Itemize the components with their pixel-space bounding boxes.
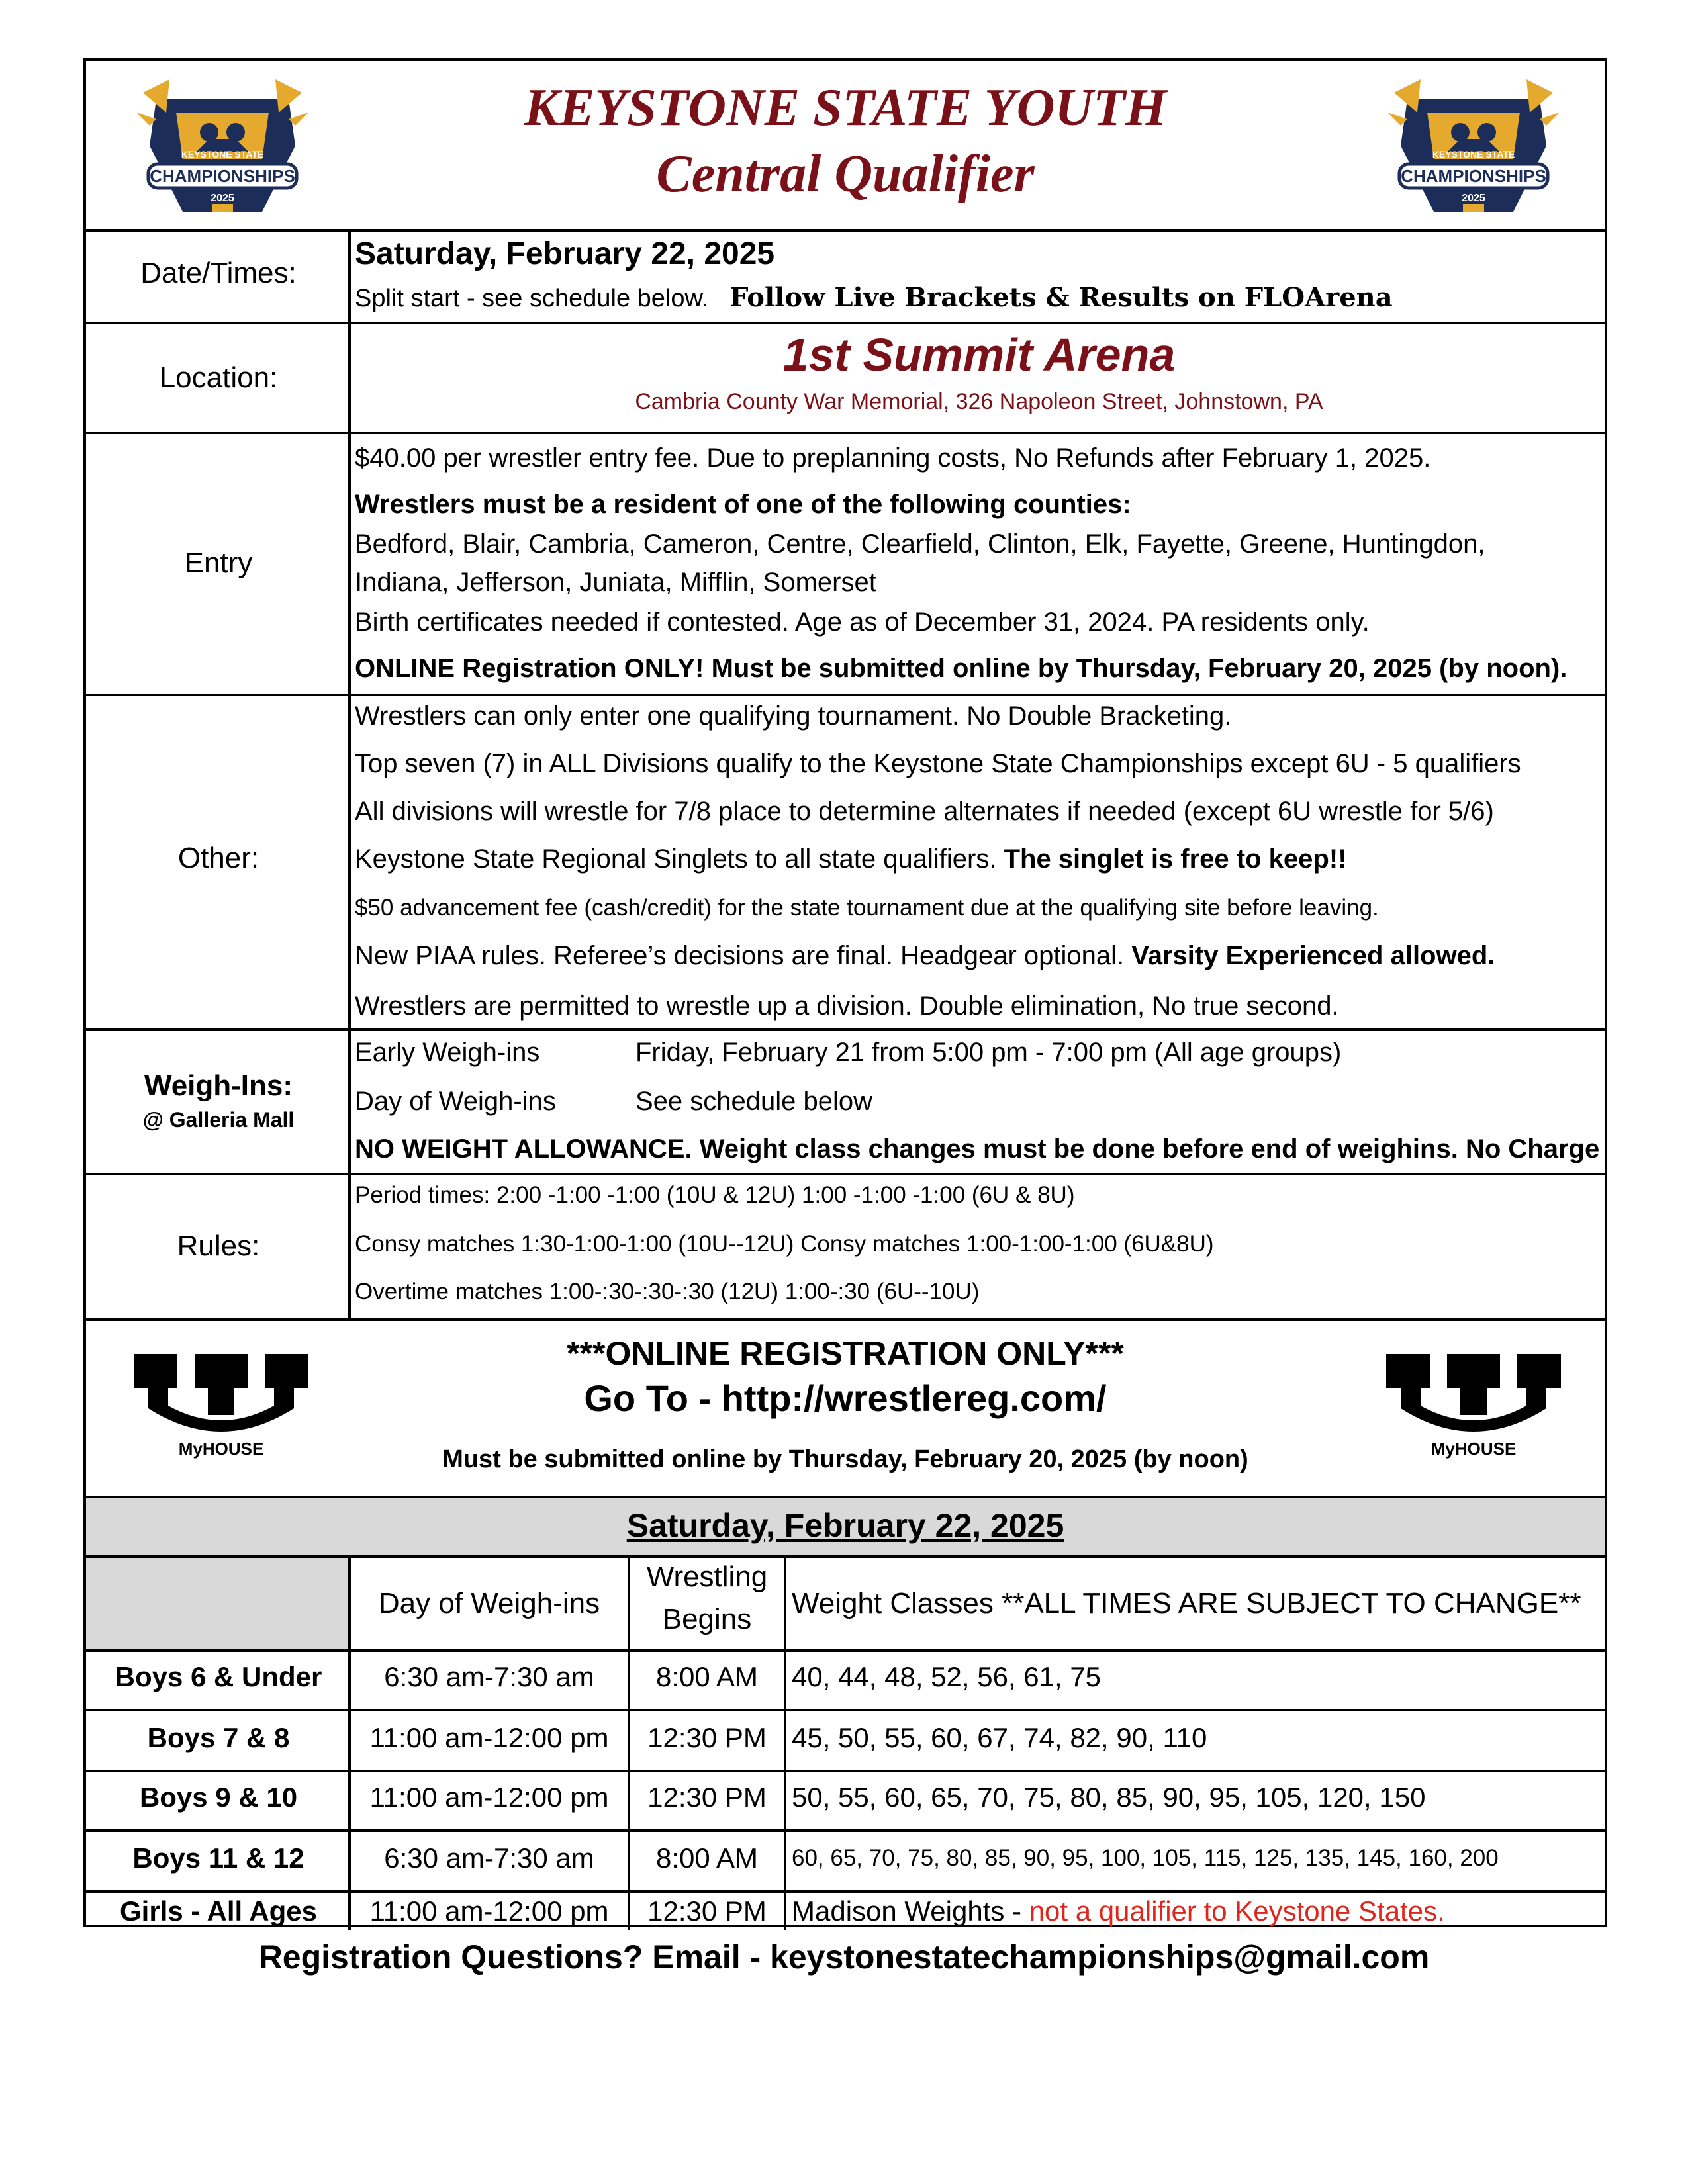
page-subtitle: Central Qualifier: [656, 145, 1035, 203]
page-title: KEYSTONE STATE YOUTH: [524, 79, 1167, 137]
other-line-7: Wrestlers are permitted to wrestle up a division. Double elimination, No true second.: [355, 991, 1339, 1021]
rules-label: Rules:: [177, 1230, 260, 1262]
division-name: Boys 6 & Under: [115, 1661, 322, 1692]
weigh-ins-time: 6:30 am-7:30 am: [384, 1843, 594, 1874]
birth-certificate-note: Birth certificates needed if contested. Age as of December 31, 2024. PA residents only.: [355, 608, 1370, 637]
registration-deadline: Must be submitted online by Thursday, February 20, 2025 (by noon): [442, 1445, 1248, 1473]
svg-text:KEYSTONE STATE: KEYSTONE STATE: [1432, 149, 1515, 159]
weight-classes: 60, 65, 70, 75, 80, 85, 90, 95, 100, 105, 115, 125, 135, 145, 160, 200: [792, 1845, 1499, 1871]
early-weigh-ins-value: Friday, February 21 from 5:00 pm - 7:00 pm (All age groups): [635, 1038, 1342, 1067]
location-label: Location:: [159, 361, 278, 394]
wrestling-begins: 8:00 AM: [655, 1843, 759, 1874]
counties-line-2: Indiana, Jefferson, Juniata, Mifflin, Somerset: [355, 568, 876, 597]
championships-logo-right: [1381, 66, 1566, 225]
weigh-ins-time: 11:00 am-12:00 pm: [369, 1895, 609, 1927]
division-name: Boys 11 & 12: [132, 1843, 305, 1874]
weight-classes: Madison Weights - not a qualifier to Keystone States.: [792, 1895, 1445, 1927]
counties-line-1: Bedford, Blair, Cambria, Cameron, Centre, Clearfield, Clinton, Elk, Fayette, Greene, Huntingdon,: [355, 529, 1485, 559]
day-weigh-ins-label: Day of Weigh-ins: [355, 1087, 556, 1116]
residency-heading: Wrestlers must be a resident of one of the following counties:: [355, 490, 1131, 519]
weight-classes: 45, 50, 55, 60, 67, 74, 82, 90, 110: [792, 1722, 1207, 1753]
early-weigh-ins-label: Early Weigh-ins: [355, 1038, 540, 1067]
schedule-date-heading: Saturday, February 22, 2025: [626, 1507, 1064, 1544]
svg-text:CHAMPIONSHIPS: CHAMPIONSHIPS: [1401, 166, 1546, 186]
other-line-2: Top seven (7) in ALL Divisions qualify to the Keystone State Championships except 6U - 5 qualifiers: [355, 749, 1521, 778]
weigh-ins-time: 11:00 am-12:00 pm: [369, 1722, 609, 1753]
header-weight-classes: Weight Classes **ALL TIMES ARE SUBJECT TO CHANGE**: [792, 1587, 1581, 1619]
online-registration-heading: ***ONLINE REGISTRATION ONLY***: [567, 1335, 1124, 1372]
svg-text:KEYSTONE STATE: KEYSTONE STATE: [181, 149, 264, 159]
weigh-ins-label: Weigh-Ins:: [144, 1069, 293, 1102]
other-line-4: Keystone State Regional Singlets to all state qualifiers. The singlet is free to keep!!: [355, 844, 1347, 874]
svg-text:2025: 2025: [211, 193, 234, 204]
registration-questions-email[interactable]: Registration Questions? Email - keystonestatechampionships@gmail.com: [258, 1938, 1430, 1976]
venue-name: 1st Summit Arena: [782, 329, 1176, 381]
division-name: Boys 9 & 10: [139, 1782, 298, 1813]
wrestling-begins: 12:30 PM: [647, 1782, 767, 1813]
follow-live-note: Follow Live Brackets & Results on FLOArena: [729, 282, 1393, 313]
division-name: Girls - All Ages: [120, 1895, 317, 1927]
wrestling-begins: 8:00 AM: [655, 1661, 759, 1692]
rules-line-2: Consy matches 1:30-1:00-1:00 (10U--12U) Consy matches 1:00-1:00-1:00 (6U&8U): [355, 1231, 1214, 1257]
registration-url-link[interactable]: Go To - http://wrestlereg.com/: [584, 1377, 1107, 1419]
entry-label: Entry: [184, 547, 253, 579]
header-begins: Begins: [662, 1603, 752, 1635]
weigh-ins-time: 11:00 am-12:00 pm: [369, 1782, 609, 1813]
wrestling-begins: 12:30 PM: [647, 1895, 767, 1927]
weight-classes: 50, 55, 60, 65, 70, 75, 80, 85, 90, 95, 105, 120, 150: [792, 1782, 1426, 1813]
event-date: Saturday, February 22, 2025: [355, 236, 775, 271]
other-line-5: $50 advancement fee (cash/credit) for the state tournament due at the qualifying site before leaving.: [355, 895, 1379, 921]
other-line-6: New PIAA rules. Referee’s decisions are final. Headgear optional. Varsity Experienced allowed.: [355, 941, 1495, 970]
other-line-3: All divisions will wrestle for 7/8 place to determine alternates if needed (except 6U wrestle for 5/6): [355, 797, 1494, 826]
rules-line-1: Period times: 2:00 -1:00 -1:00 (10U & 12U) 1:00 -1:00 -1:00 (6U & 8U): [355, 1182, 1075, 1208]
weigh-ins-sublabel: @ Galleria Mall: [142, 1108, 295, 1132]
svg-text:2025: 2025: [1462, 193, 1485, 204]
date-times-label: Date/Times:: [140, 257, 297, 289]
flyer-frame: [83, 58, 1607, 1927]
other-label: Other:: [177, 842, 259, 874]
weight-allowance-note: NO WEIGHT ALLOWANCE. Weight class changes must be done before end of weighins. No Charge: [355, 1134, 1600, 1163]
svg-text:CHAMPIONSHIPS: CHAMPIONSHIPS: [150, 166, 295, 186]
weigh-ins-time: 6:30 am-7:30 am: [384, 1661, 594, 1692]
schedule-corner-cell: [86, 1558, 348, 1649]
not-qualifier-note: not a qualifier to Keystone States.: [1029, 1895, 1445, 1927]
championships-logo-left: [130, 66, 315, 225]
online-only-note: ONLINE Registration ONLY! Must be submitted online by Thursday, February 20, 2025 (by noon).: [355, 654, 1568, 683]
entry-fee: $40.00 per wrestler entry fee. Due to preplanning costs, No Refunds after February 1, 2025.: [355, 443, 1431, 473]
day-weigh-ins-value: See schedule below: [635, 1087, 873, 1116]
division-name: Boys 7 & 8: [147, 1722, 290, 1753]
header-wrestling: Wrestling: [646, 1561, 768, 1593]
split-start-note: Split start - see schedule below. Follow Live Brackets & Results on FLOArena: [355, 282, 1393, 313]
venue-address: Cambria County War Memorial, 326 Napoleon Street, Johnstown, PA: [635, 389, 1323, 414]
svg-text:MyHOUSE: MyHOUSE: [178, 1439, 264, 1459]
svg-text:MyHOUSE: MyHOUSE: [1430, 1439, 1517, 1459]
other-line-1: Wrestlers can only enter one qualifying tournament. No Double Bracketing.: [355, 702, 1232, 731]
weight-classes: 40, 44, 48, 52, 56, 61, 75: [792, 1661, 1102, 1692]
header-day-of-weigh-ins: Day of Weigh-ins: [378, 1587, 600, 1619]
rules-line-3: Overtime matches 1:00-:30-:30-:30 (12U) 1:00-:30 (6U--10U): [355, 1279, 980, 1304]
wrestling-begins: 12:30 PM: [647, 1722, 767, 1753]
